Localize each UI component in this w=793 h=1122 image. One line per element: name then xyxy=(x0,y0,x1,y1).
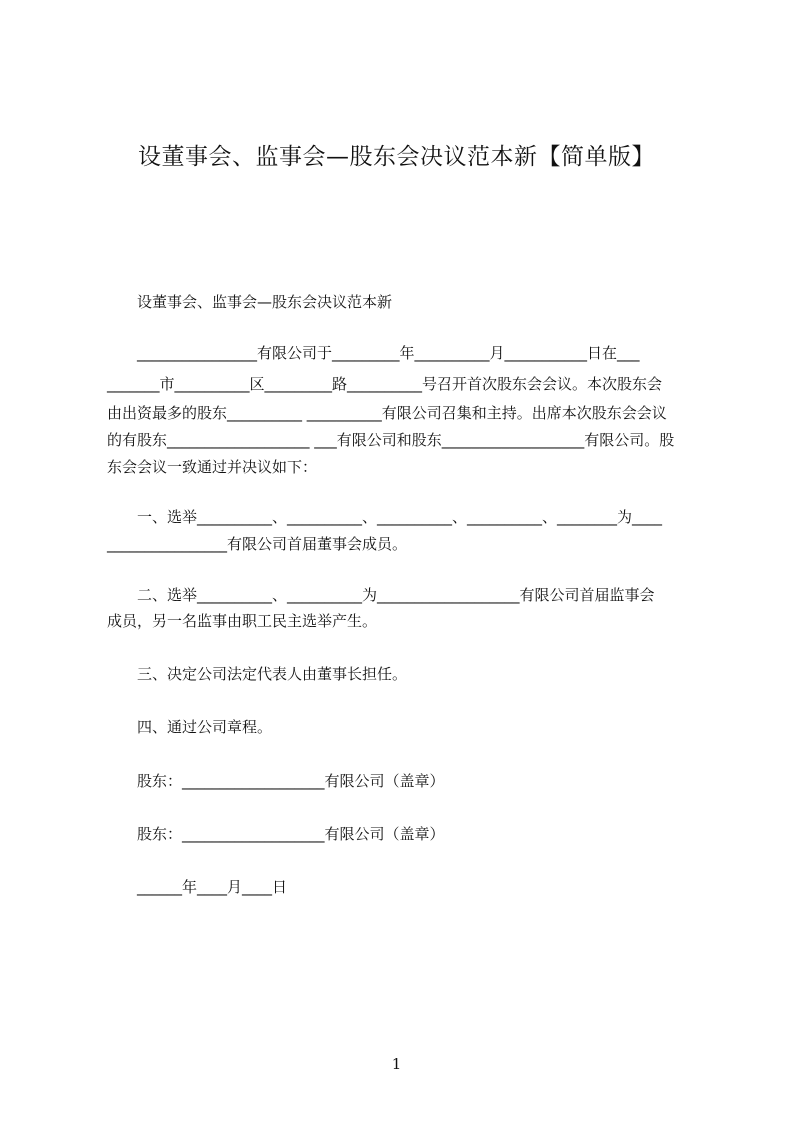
resolution-item-1-cont: ________________有限公司首届董事会成员。 xyxy=(107,535,408,553)
resolution-item-3: 三、决定公司法定代表人由董事长担任。 xyxy=(137,665,408,683)
shareholder-signature-1: 股东：___________________有限公司（盖章） xyxy=(137,772,445,790)
page-number: 1 xyxy=(391,1055,402,1073)
document-title: 设董事会、监事会—股东会决议范本新【简单版】 xyxy=(138,144,655,170)
intro-line: ________________有限公司于_________年__________月___________日在___ xyxy=(137,344,640,362)
resolution-item-4: 四、通过公司章程。 xyxy=(137,718,273,736)
signing-date: ______年____月____日 xyxy=(137,878,288,896)
resolution-item-2-cont: 成员，另一名监事由职工民主选举产生。 xyxy=(107,612,378,630)
intro-line: 的有股东___________________ ___有限公司和股东___________________有限公司。股 xyxy=(107,431,675,449)
shareholder-signature-2: 股东：___________________有限公司（盖章） xyxy=(137,825,445,843)
resolution-item-2: 二、选举__________、__________为___________________有限公司首届监事会 xyxy=(137,586,655,604)
intro-line: 由出资最多的股东__________ __________有限公司召集和主持。出席本次股东会会议 xyxy=(107,404,667,422)
intro-line: 东会会议一致通过并决议如下： xyxy=(107,458,318,476)
resolution-item-1: 一、选举__________、__________、__________、__________、________为____ xyxy=(137,508,663,526)
document-subtitle: 设董事会、监事会—股东会决议范本新 xyxy=(137,293,393,311)
intro-line: _______市__________区_________路__________号召开首次股东会会议。本次股东会 xyxy=(107,375,663,393)
